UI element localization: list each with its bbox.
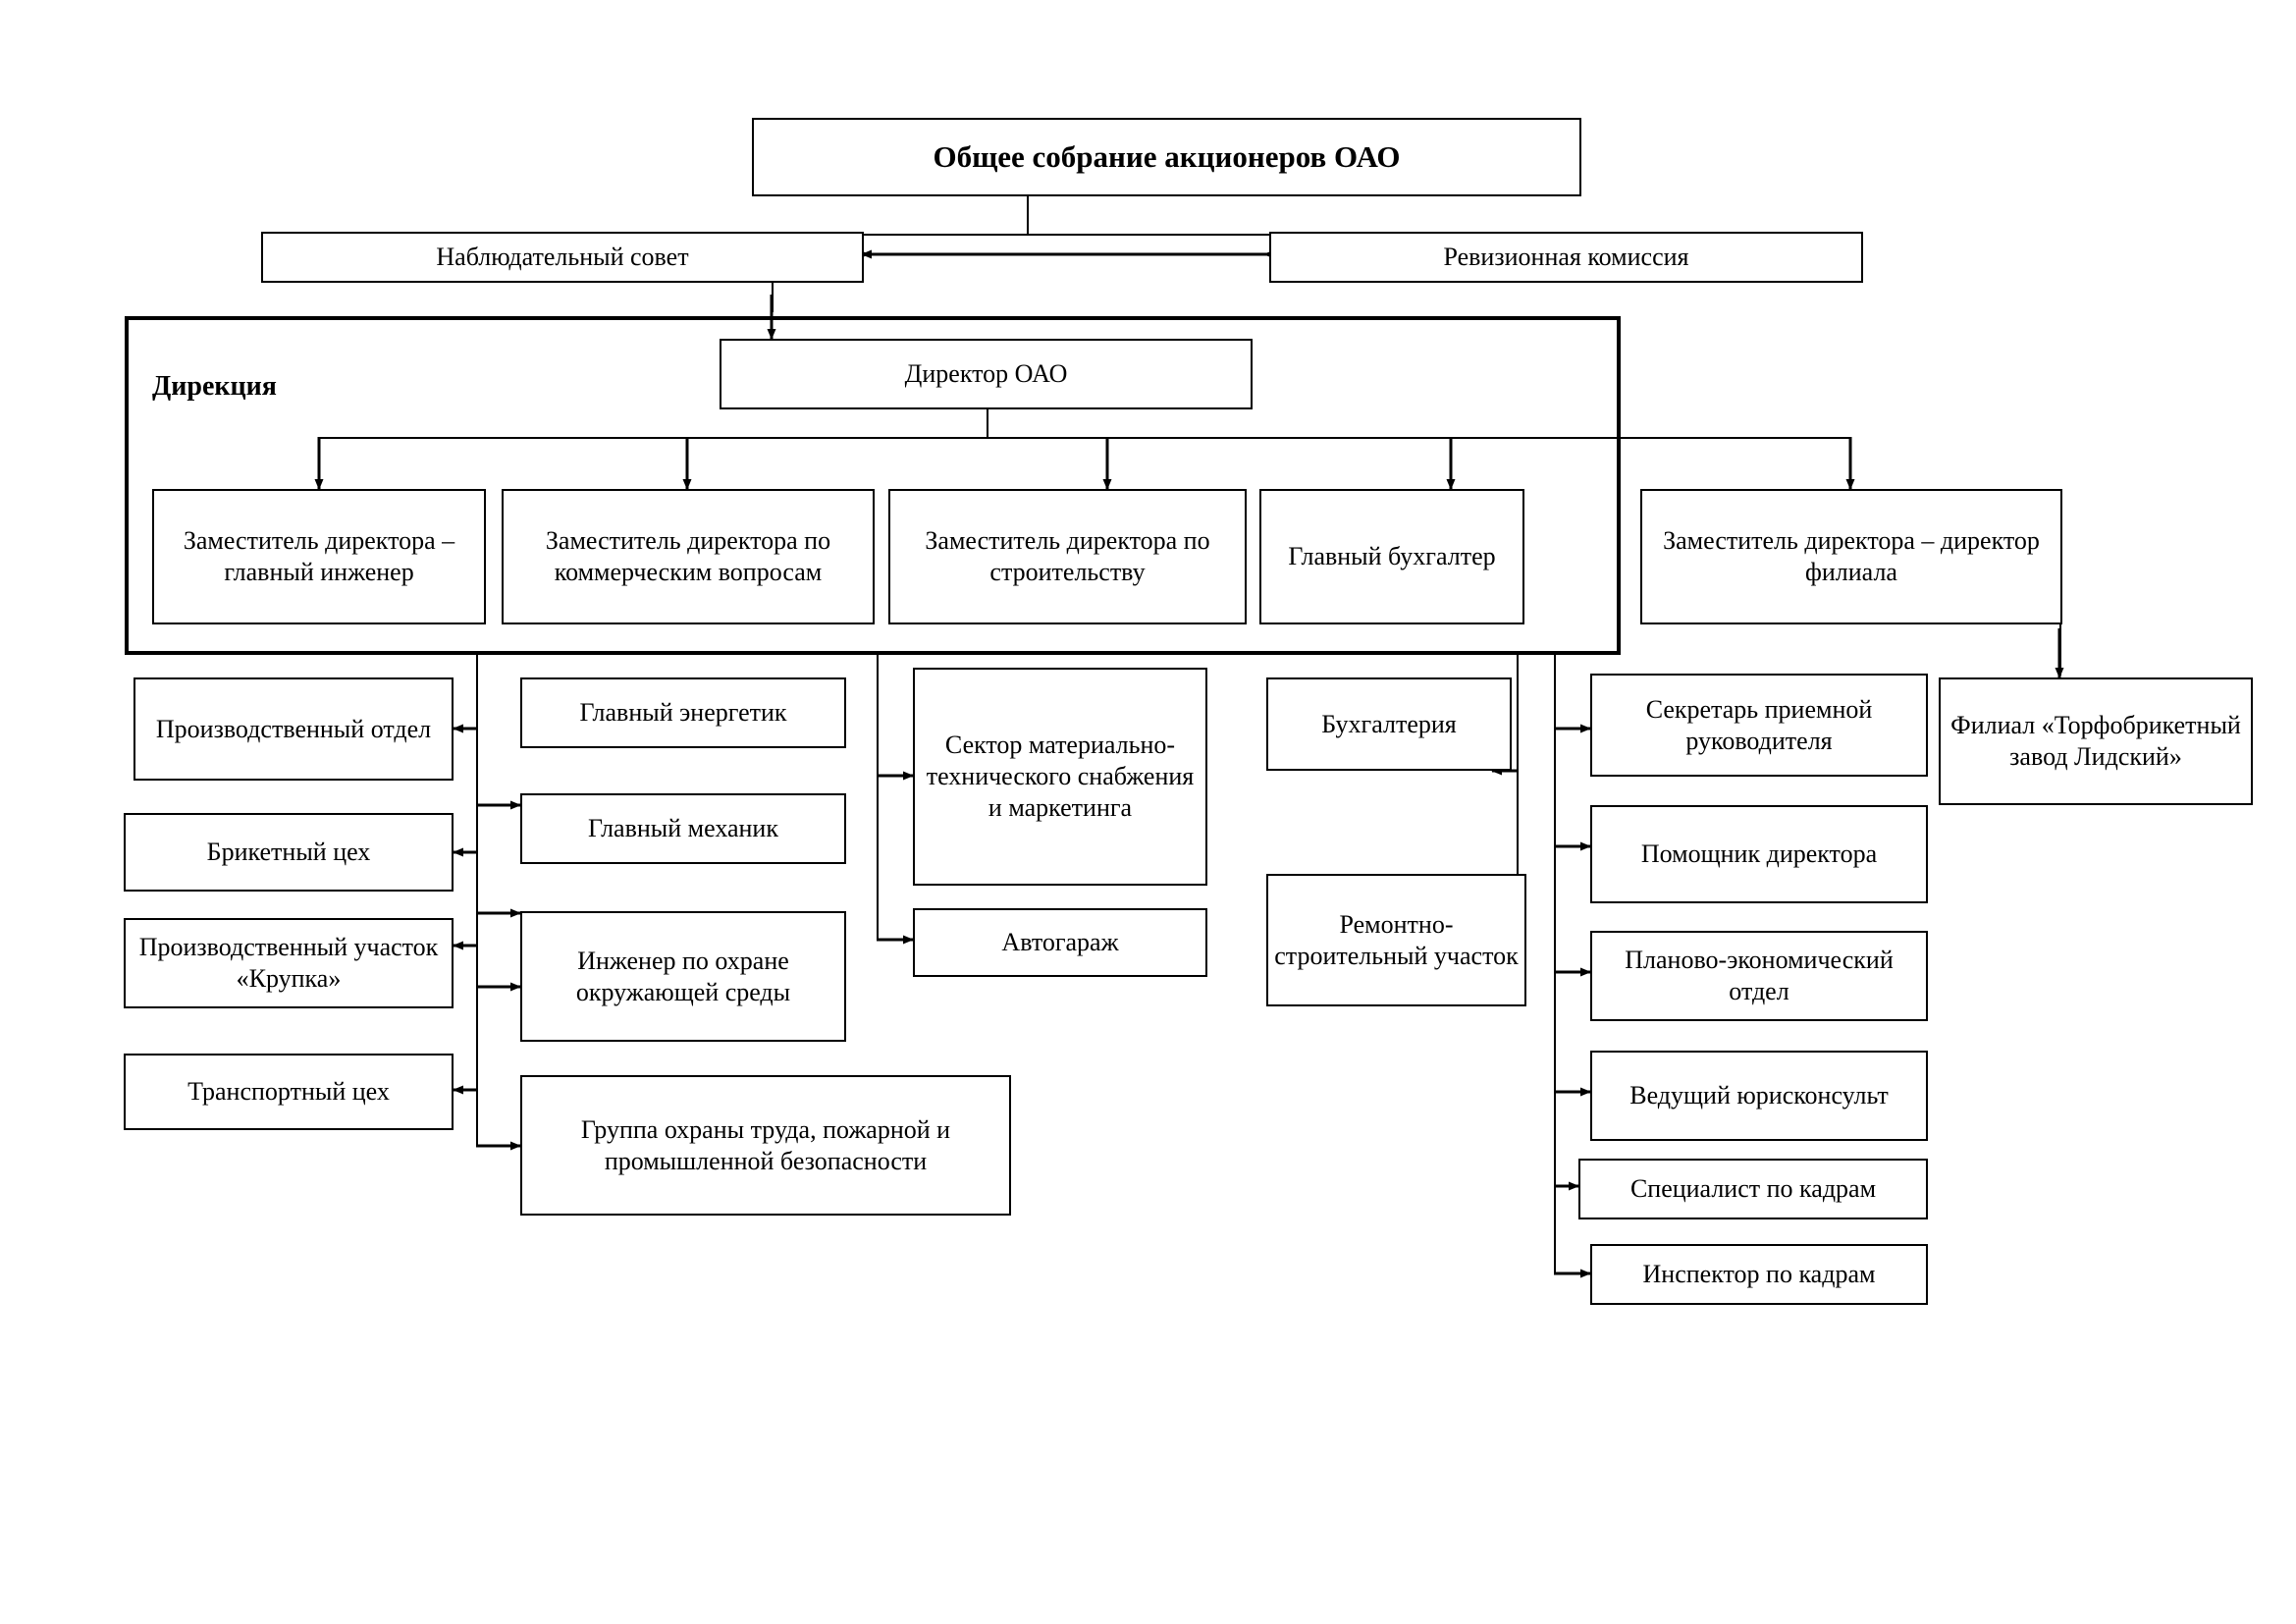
node-chief-accountant: Главный бухгалтер bbox=[1259, 489, 1524, 624]
node-deputy-chief-engineer: Заместитель директора – главный инженер bbox=[152, 489, 486, 624]
node-chief-mechanic: Главный механик bbox=[520, 793, 846, 864]
node-deputy-commercial: Заместитель директора по коммерческим вопросам bbox=[502, 489, 875, 624]
node-briquette-shop: Брикетный цех bbox=[124, 813, 454, 892]
line-shareholders-down bbox=[1027, 196, 1029, 234]
direction-frame-label: Дирекция bbox=[152, 371, 277, 402]
node-assistant-director: Помощник директора bbox=[1590, 805, 1928, 903]
line-spine-supply bbox=[877, 655, 879, 940]
line-director-bus bbox=[319, 437, 1850, 439]
node-director: Директор ОАО bbox=[720, 339, 1253, 409]
node-garage: Автогараж bbox=[913, 908, 1207, 977]
node-deputy-construction: Заместитель директора по строительству bbox=[888, 489, 1247, 624]
node-deputy-branch-director: Заместитель директора – директор филиала bbox=[1640, 489, 2062, 624]
node-chief-power-engineer: Главный энергетик bbox=[520, 677, 846, 748]
line-supervisory-down bbox=[772, 283, 774, 312]
line-director-down bbox=[987, 409, 988, 437]
node-production-site-krupka: Производственный участок «Крупка» bbox=[124, 918, 454, 1008]
node-branch: Филиал «Торфобрикетный завод Лидский» bbox=[1939, 677, 2253, 805]
node-environment-engineer: Инженер по охране окружающей среды bbox=[520, 911, 846, 1042]
line-spine-accounting bbox=[1517, 655, 1519, 910]
node-secretary: Секретарь приемной руководителя bbox=[1590, 674, 1928, 777]
line-spine-chief-engineer bbox=[476, 655, 478, 1146]
node-hr-specialist: Специалист по кадрам bbox=[1578, 1159, 1928, 1219]
node-supervisory-board: Наблюдательный совет bbox=[261, 232, 864, 283]
node-shareholders: Общее собрание акционеров ОАО bbox=[752, 118, 1581, 196]
node-supply-marketing-sector: Сектор материально-технического снабжения и маркетинга bbox=[913, 668, 1207, 886]
line-branch-down bbox=[2059, 617, 2061, 676]
node-repair-construction-site: Ремонтно-строительный участок bbox=[1266, 874, 1526, 1006]
node-planning-economic-department: Планово-экономический отдел bbox=[1590, 931, 1928, 1021]
node-production-department: Производственный отдел bbox=[133, 677, 454, 781]
node-labour-safety-group: Группа охраны труда, пожарной и промышленной безопасности bbox=[520, 1075, 1011, 1216]
node-transport-shop: Транспортный цех bbox=[124, 1054, 454, 1130]
node-lead-legal-adviser: Ведущий юрисконсульт bbox=[1590, 1051, 1928, 1141]
node-hr-inspector: Инспектор по кадрам bbox=[1590, 1244, 1928, 1305]
node-audit-commission: Ревизионная комиссия bbox=[1269, 232, 1863, 283]
node-accounting: Бухгалтерия bbox=[1266, 677, 1512, 771]
line-spine-director-staff bbox=[1554, 655, 1556, 1273]
